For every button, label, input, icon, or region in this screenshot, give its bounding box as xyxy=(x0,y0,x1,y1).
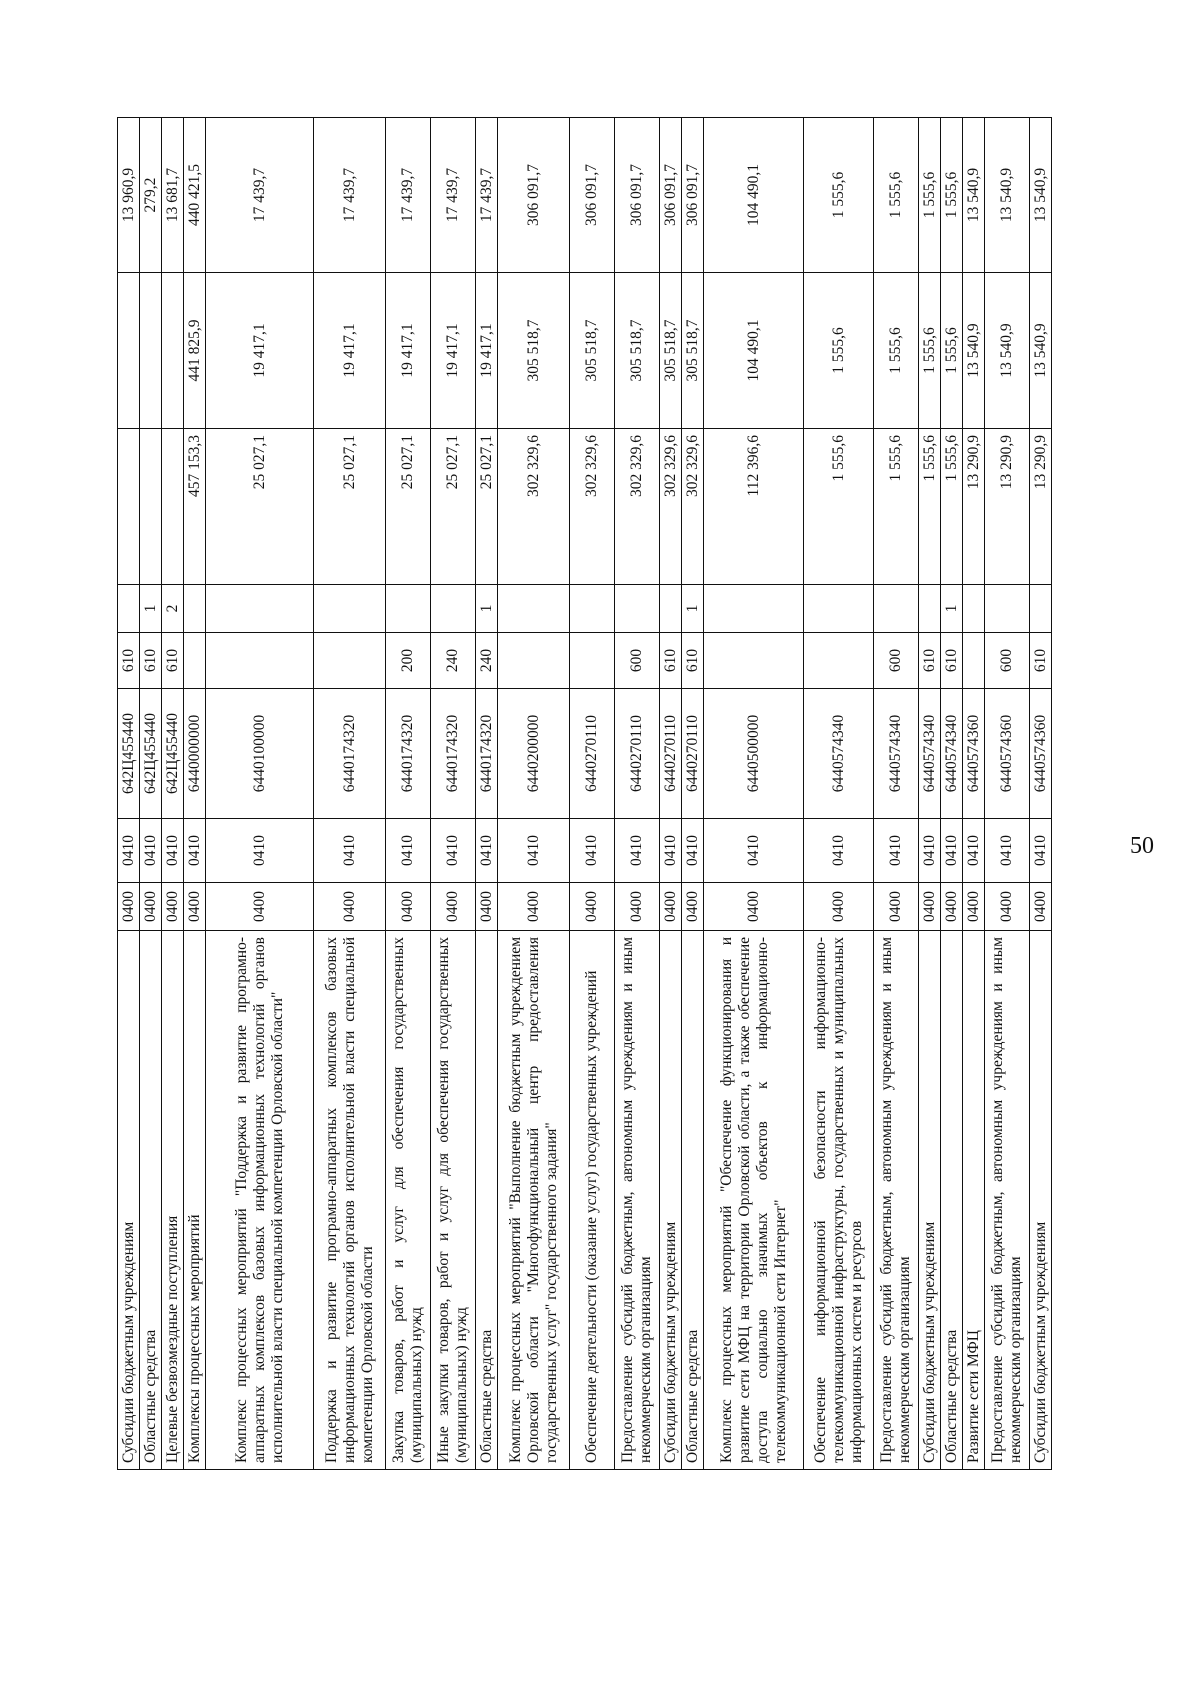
rz-code: 0400 xyxy=(570,883,615,931)
amount-2026: 13 681,7 xyxy=(162,118,184,273)
source-code xyxy=(1030,585,1052,633)
vr-code: 240 xyxy=(476,633,498,689)
table-row xyxy=(386,118,431,1470)
source-code: 1 xyxy=(140,585,162,633)
csr-code: 6440270110 xyxy=(570,689,615,819)
amount-2025: 305 518,7 xyxy=(570,273,615,429)
rz-code: 0400 xyxy=(162,883,184,931)
table-row xyxy=(140,118,162,1470)
rz-code: 0400 xyxy=(660,883,682,931)
amount-2025 xyxy=(118,273,140,429)
amount-2026: 440 421,5 xyxy=(184,118,206,273)
row-name: Поддержка и развитие програмно-аппаратных комплексов базовых информационных технологий органов исполнительной власти специальной компетенции Орловской области xyxy=(314,931,386,1470)
amount-2024: 302 329,6 xyxy=(498,429,570,585)
row-name: Субсидии бюджетным учреждениям xyxy=(660,931,682,1470)
amount-2026: 17 439,7 xyxy=(314,118,386,273)
amount-2024: 1 555,6 xyxy=(941,429,963,585)
vr-code xyxy=(206,633,314,689)
vr-code: 610 xyxy=(660,633,682,689)
table-row xyxy=(919,118,941,1470)
source-code: 1 xyxy=(476,585,498,633)
amount-2024: 457 153,3 xyxy=(184,429,206,585)
table-row xyxy=(941,118,963,1470)
csr-code: 6440270110 xyxy=(660,689,682,819)
rz-code: 0400 xyxy=(498,883,570,931)
amount-2026: 1 555,6 xyxy=(919,118,941,273)
row-name: Субсидии бюджетным учреждениям xyxy=(919,931,941,1470)
amount-2026: 1 555,6 xyxy=(874,118,919,273)
vr-code: 610 xyxy=(919,633,941,689)
row-name: Обеспечение информационной безопасности информационно-телекоммуникационной инфраструктуры, государственных и муниципальных информационных систем и ресурсов xyxy=(804,931,874,1470)
csr-code: 6440574360 xyxy=(985,689,1030,819)
csr-code: 642Ц455440 xyxy=(118,689,140,819)
vr-code xyxy=(963,633,985,689)
source-code xyxy=(431,585,476,633)
amount-2025: 13 540,9 xyxy=(985,273,1030,429)
rz-code: 0400 xyxy=(118,883,140,931)
source-code: 1 xyxy=(941,585,963,633)
vr-code xyxy=(570,633,615,689)
amount-2024: 25 027,1 xyxy=(386,429,431,585)
csr-code: 6440200000 xyxy=(498,689,570,819)
amount-2026: 306 091,7 xyxy=(498,118,570,273)
amount-2024: 25 027,1 xyxy=(431,429,476,585)
prz-code: 0410 xyxy=(498,819,570,883)
amount-2024: 13 290,9 xyxy=(963,429,985,585)
amount-2024: 25 027,1 xyxy=(206,429,314,585)
prz-code: 0410 xyxy=(314,819,386,883)
amount-2024 xyxy=(162,429,184,585)
row-name: Предоставление субсидий бюджетным, автономным учреждениям и иным некоммерческим организациям xyxy=(615,931,660,1470)
table-row xyxy=(162,118,184,1470)
vr-code: 600 xyxy=(615,633,660,689)
table-row xyxy=(476,118,498,1470)
row-name: Областные средства xyxy=(476,931,498,1470)
amount-2026: 306 091,7 xyxy=(660,118,682,273)
amount-2025: 1 555,6 xyxy=(941,273,963,429)
amount-2024: 25 027,1 xyxy=(476,429,498,585)
csr-code: 6440574340 xyxy=(941,689,963,819)
csr-code: 6440270110 xyxy=(682,689,704,819)
table-row xyxy=(314,118,386,1470)
vr-code xyxy=(704,633,804,689)
source-code: 1 xyxy=(682,585,704,633)
rz-code: 0400 xyxy=(941,883,963,931)
amount-2025: 1 555,6 xyxy=(919,273,941,429)
amount-2024: 302 329,6 xyxy=(570,429,615,585)
rz-code: 0400 xyxy=(919,883,941,931)
amount-2024: 112 396,6 xyxy=(704,429,804,585)
amount-2025: 19 417,1 xyxy=(431,273,476,429)
page-number: 50 xyxy=(1130,832,1154,859)
prz-code: 0410 xyxy=(431,819,476,883)
amount-2026: 17 439,7 xyxy=(431,118,476,273)
csr-code: 6440174320 xyxy=(431,689,476,819)
amount-2025: 1 555,6 xyxy=(804,273,874,429)
amount-2026: 306 091,7 xyxy=(570,118,615,273)
source-code xyxy=(314,585,386,633)
amount-2025 xyxy=(140,273,162,429)
csr-code: 6440000000 xyxy=(184,689,206,819)
table-row xyxy=(682,118,704,1470)
amount-2025: 305 518,7 xyxy=(498,273,570,429)
prz-code: 0410 xyxy=(985,819,1030,883)
vr-code: 600 xyxy=(874,633,919,689)
rz-code: 0400 xyxy=(682,883,704,931)
amount-2026: 104 490,1 xyxy=(704,118,804,273)
row-name: Предоставление субсидий бюджетным, автономным учреждениям и иным некоммерческим организациям xyxy=(985,931,1030,1470)
csr-code: 6440574340 xyxy=(874,689,919,819)
vr-code xyxy=(498,633,570,689)
amount-2025: 13 540,9 xyxy=(963,273,985,429)
amount-2024: 302 329,6 xyxy=(615,429,660,585)
source-code xyxy=(804,585,874,633)
amount-2025: 104 490,1 xyxy=(704,273,804,429)
amount-2026: 17 439,7 xyxy=(476,118,498,273)
table-row xyxy=(704,118,804,1470)
csr-code: 6440174320 xyxy=(386,689,431,819)
amount-2026: 13 540,9 xyxy=(1030,118,1052,273)
table-row xyxy=(963,118,985,1470)
row-name: Комплекс процессных мероприятий "Выполнение бюджетным учреждением Орловской области "Многофункциональный центр предоставления государственных услуг" государственного задания" xyxy=(498,931,570,1470)
prz-code: 0410 xyxy=(118,819,140,883)
row-name: Областные средства xyxy=(140,931,162,1470)
source-code xyxy=(206,585,314,633)
csr-code: 6440574360 xyxy=(963,689,985,819)
row-name: Областные средства xyxy=(682,931,704,1470)
csr-code: 6440100000 xyxy=(206,689,314,819)
amount-2026: 17 439,7 xyxy=(206,118,314,273)
amount-2025: 13 540,9 xyxy=(1030,273,1052,429)
row-name: Комплексы процессных мероприятий xyxy=(184,931,206,1470)
rz-code: 0400 xyxy=(985,883,1030,931)
amount-2026: 1 555,6 xyxy=(804,118,874,273)
csr-code: 6440270110 xyxy=(615,689,660,819)
table-row xyxy=(498,118,570,1470)
amount-2024: 13 290,9 xyxy=(1030,429,1052,585)
amount-2025: 441 825,9 xyxy=(184,273,206,429)
prz-code: 0410 xyxy=(804,819,874,883)
prz-code: 0410 xyxy=(682,819,704,883)
prz-code: 0410 xyxy=(941,819,963,883)
row-name: Закупка товаров, работ и услуг для обеспечения государственных (муниципальных) нужд xyxy=(386,931,431,1470)
source-code xyxy=(874,585,919,633)
table-row xyxy=(804,118,874,1470)
row-name: Целевые безвозмездные поступления xyxy=(162,931,184,1470)
csr-code: 6440574360 xyxy=(1030,689,1052,819)
amount-2024: 13 290,9 xyxy=(985,429,1030,585)
source-code: 2 xyxy=(162,585,184,633)
source-code xyxy=(704,585,804,633)
table-row xyxy=(1030,118,1052,1470)
rz-code: 0400 xyxy=(874,883,919,931)
source-code xyxy=(963,585,985,633)
prz-code: 0410 xyxy=(386,819,431,883)
table-row xyxy=(118,118,140,1470)
csr-code: 6440574340 xyxy=(919,689,941,819)
source-code xyxy=(985,585,1030,633)
amount-2026: 1 555,6 xyxy=(941,118,963,273)
csr-code: 642Ц455440 xyxy=(140,689,162,819)
rz-code: 0400 xyxy=(184,883,206,931)
rz-code: 0400 xyxy=(431,883,476,931)
amount-2026: 279,2 xyxy=(140,118,162,273)
amount-2025: 19 417,1 xyxy=(314,273,386,429)
prz-code: 0410 xyxy=(206,819,314,883)
prz-code: 0410 xyxy=(874,819,919,883)
budget-table xyxy=(117,117,1052,1470)
rz-code: 0400 xyxy=(615,883,660,931)
vr-code xyxy=(804,633,874,689)
table-row xyxy=(184,118,206,1470)
csr-code: 6440500000 xyxy=(704,689,804,819)
rz-code: 0400 xyxy=(140,883,162,931)
vr-code xyxy=(184,633,206,689)
vr-code: 610 xyxy=(140,633,162,689)
table-row xyxy=(874,118,919,1470)
vr-code: 610 xyxy=(682,633,704,689)
vr-code: 610 xyxy=(118,633,140,689)
amount-2026: 17 439,7 xyxy=(386,118,431,273)
prz-code: 0410 xyxy=(615,819,660,883)
row-name: Иные закупки товаров, работ и услуг для обеспечения государственных (муниципальных) нужд xyxy=(431,931,476,1470)
amount-2026: 306 091,7 xyxy=(682,118,704,273)
amount-2024: 1 555,6 xyxy=(919,429,941,585)
vr-code: 200 xyxy=(386,633,431,689)
row-name: Субсидии бюджетным учреждениям xyxy=(1030,931,1052,1470)
source-code xyxy=(660,585,682,633)
vr-code: 600 xyxy=(985,633,1030,689)
rz-code: 0400 xyxy=(386,883,431,931)
row-name: Субсидии бюджетным учреждениям xyxy=(118,931,140,1470)
prz-code: 0410 xyxy=(184,819,206,883)
rz-code: 0400 xyxy=(476,883,498,931)
source-code xyxy=(498,585,570,633)
rz-code: 0400 xyxy=(704,883,804,931)
prz-code: 0410 xyxy=(704,819,804,883)
amount-2025: 19 417,1 xyxy=(386,273,431,429)
prz-code: 0410 xyxy=(1030,819,1052,883)
prz-code: 0410 xyxy=(140,819,162,883)
csr-code: 642Ц455440 xyxy=(162,689,184,819)
rz-code: 0400 xyxy=(206,883,314,931)
row-name: Комплекс процессных мероприятий "Обеспечение функционирования и развитие сети МФЦ на территории Орловской области, а также обеспечение доступа социально значимых объектов к информационно-телекоммуникационной сети Интернет" xyxy=(704,931,804,1470)
prz-code: 0410 xyxy=(660,819,682,883)
source-code xyxy=(919,585,941,633)
prz-code: 0410 xyxy=(162,819,184,883)
source-code xyxy=(118,585,140,633)
row-name: Обеспечение деятельности (оказание услуг) государственных учреждений xyxy=(570,931,615,1470)
amount-2025 xyxy=(162,273,184,429)
table-row xyxy=(615,118,660,1470)
source-code xyxy=(386,585,431,633)
amount-2025: 305 518,7 xyxy=(660,273,682,429)
amount-2026: 13 540,9 xyxy=(963,118,985,273)
table-row xyxy=(985,118,1030,1470)
csr-code: 6440174320 xyxy=(314,689,386,819)
amount-2024: 302 329,6 xyxy=(682,429,704,585)
row-name: Областные средства xyxy=(941,931,963,1470)
rz-code: 0400 xyxy=(314,883,386,931)
amount-2026: 306 091,7 xyxy=(615,118,660,273)
prz-code: 0410 xyxy=(476,819,498,883)
amount-2024: 25 027,1 xyxy=(314,429,386,585)
row-name: Развитие сети МФЦ xyxy=(963,931,985,1470)
amount-2025: 305 518,7 xyxy=(682,273,704,429)
rz-code: 0400 xyxy=(963,883,985,931)
amount-2025: 19 417,1 xyxy=(476,273,498,429)
prz-code: 0410 xyxy=(570,819,615,883)
row-name: Комплекс процессных мероприятий "Поддержка и развитие програмно-аппаратных комплексов базовых информационных технологий органов исполнительной власти специальной компетенции Орловской области" xyxy=(206,931,314,1470)
rz-code: 0400 xyxy=(804,883,874,931)
table-row xyxy=(570,118,615,1470)
amount-2024 xyxy=(140,429,162,585)
prz-code: 0410 xyxy=(919,819,941,883)
rz-code: 0400 xyxy=(1030,883,1052,931)
amount-2026: 13 540,9 xyxy=(985,118,1030,273)
amount-2024: 302 329,6 xyxy=(660,429,682,585)
csr-code: 6440574340 xyxy=(804,689,874,819)
vr-code: 610 xyxy=(1030,633,1052,689)
prz-code: 0410 xyxy=(963,819,985,883)
vr-code: 610 xyxy=(162,633,184,689)
source-code xyxy=(184,585,206,633)
table-row xyxy=(431,118,476,1470)
amount-2024: 1 555,6 xyxy=(804,429,874,585)
amount-2025: 19 417,1 xyxy=(206,273,314,429)
vr-code xyxy=(314,633,386,689)
amount-2025: 305 518,7 xyxy=(615,273,660,429)
amount-2024 xyxy=(118,429,140,585)
table-row xyxy=(660,118,682,1470)
vr-code: 240 xyxy=(431,633,476,689)
row-name: Предоставление субсидий бюджетным, автономным учреждениям и иным некоммерческим организациям xyxy=(874,931,919,1470)
amount-2025: 1 555,6 xyxy=(874,273,919,429)
amount-2026: 13 960,9 xyxy=(118,118,140,273)
amount-2024: 1 555,6 xyxy=(874,429,919,585)
source-code xyxy=(615,585,660,633)
source-code xyxy=(570,585,615,633)
table-row xyxy=(206,118,314,1470)
vr-code: 610 xyxy=(941,633,963,689)
csr-code: 6440174320 xyxy=(476,689,498,819)
